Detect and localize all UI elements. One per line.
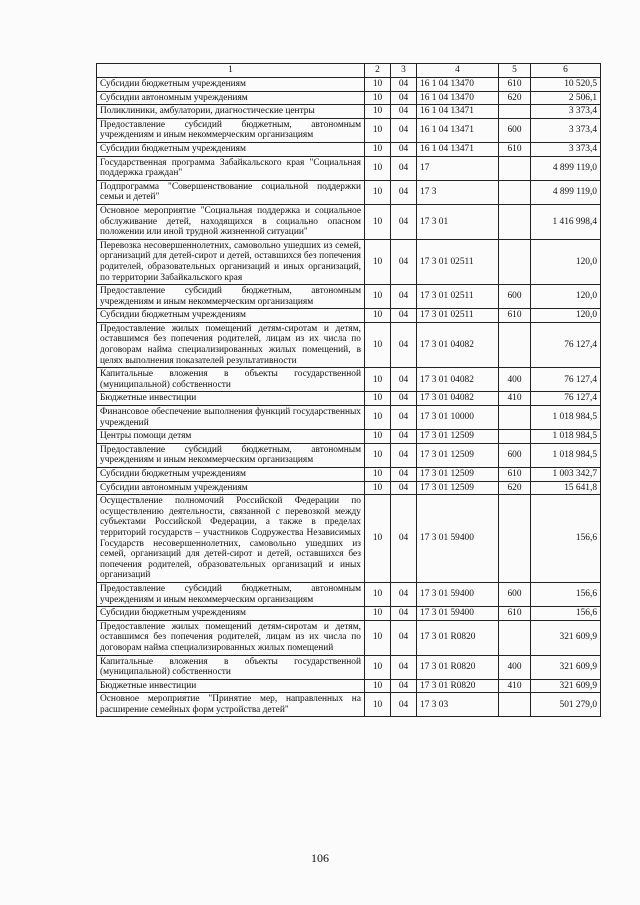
row-expense-type-cell [499,322,531,367]
row-section-cell: 10 [365,180,391,204]
row-subsection-cell: 04 [391,620,417,655]
row-name-cell: Основное мероприятие "Принятие мер, направленных на расширение семейных форм устройства детей" [97,693,365,717]
row-name-cell: Предоставление субсидий бюджетным, автономным учреждениям и иным некоммерческим организациям [97,118,365,142]
row-section-cell: 10 [365,495,391,583]
table-row [97,693,601,717]
row-subsection-cell: 04 [391,118,417,142]
row-subsection-cell: 04 [391,582,417,606]
row-expense-type-cell: 620 [499,481,531,495]
row-section-cell: 10 [365,468,391,482]
table-row [97,285,601,309]
table-row [97,406,601,430]
row-name-cell: Бюджетные инвестиции [97,392,365,406]
row-expense-type-cell: 600 [499,285,531,309]
row-expense-type-cell: 410 [499,392,531,406]
row-section-cell: 10 [365,118,391,142]
row-name-cell: Основное мероприятие "Социальная поддержка и социальное обслуживание детей, находящихся в социально опасном положении или иной трудной жизненной ситуации" [97,204,365,239]
table-row [97,620,601,655]
row-section-cell: 10 [365,322,391,367]
row-name-cell: Финансовое обеспечение выполнения функций государственных учреждений [97,406,365,430]
header-col-4: 4 [417,64,499,78]
row-section-cell: 10 [365,582,391,606]
row-subsection-cell: 04 [391,322,417,367]
row-amount-cell: 1 416 998,4 [531,204,601,239]
row-name-cell: Бюджетные инвестиции [97,679,365,693]
row-section-cell: 10 [365,406,391,430]
header-col-2: 2 [365,64,391,78]
row-expense-type-cell [499,105,531,119]
row-target-article-cell: 17 3 01 02511 [417,239,499,284]
row-name-cell: Капитальные вложения в объекты государственной (муниципальной) собственности [97,368,365,392]
row-expense-type-cell [499,406,531,430]
row-expense-type-cell: 610 [499,607,531,621]
row-section-cell: 10 [365,91,391,105]
row-section-cell: 10 [365,693,391,717]
table-row [97,392,601,406]
row-target-article-cell: 17 3 01 04082 [417,368,499,392]
table-row [97,322,601,367]
row-expense-type-cell: 610 [499,309,531,323]
row-target-article-cell: 17 3 01 04082 [417,392,499,406]
row-expense-type-cell: 610 [499,468,531,482]
row-subsection-cell: 04 [391,481,417,495]
page-number: 106 [311,851,329,865]
header-col-1: 1 [97,64,365,78]
row-subsection-cell: 04 [391,443,417,467]
table-row [97,582,601,606]
header-col-5: 5 [499,64,531,78]
row-expense-type-cell: 610 [499,142,531,156]
row-name-cell: Подпрограмма "Совершенствование социальной поддержки семьи и детей" [97,180,365,204]
row-section-cell: 10 [365,204,391,239]
row-expense-type-cell [499,620,531,655]
table-row [97,607,601,621]
table-row [97,118,601,142]
row-amount-cell: 1 018 984,5 [531,430,601,444]
row-target-article-cell: 17 [417,156,499,180]
row-section-cell: 10 [365,309,391,323]
row-section-cell: 10 [365,620,391,655]
row-name-cell: Государственная программа Забайкальского края "Социальная поддержка граждан" [97,156,365,180]
row-name-cell: Предоставление субсидий бюджетным, автономным учреждениям и иным некоммерческим организациям [97,285,365,309]
row-amount-cell: 4 899 119,0 [531,180,601,204]
row-expense-type-cell: 620 [499,91,531,105]
row-subsection-cell: 04 [391,655,417,679]
row-amount-cell: 120,0 [531,239,601,284]
row-amount-cell: 76 127,4 [531,322,601,367]
row-amount-cell: 3 373,4 [531,118,601,142]
row-name-cell: Субсидии бюджетным учреждениям [97,607,365,621]
row-subsection-cell: 04 [391,679,417,693]
row-name-cell: Субсидии бюджетным учреждениям [97,468,365,482]
table-row [97,78,601,92]
row-section-cell: 10 [365,655,391,679]
row-subsection-cell: 04 [391,78,417,92]
table-row [97,239,601,284]
row-section-cell: 10 [365,78,391,92]
row-expense-type-cell: 410 [499,679,531,693]
row-subsection-cell: 04 [391,430,417,444]
row-target-article-cell: 17 3 01 10000 [417,406,499,430]
row-amount-cell: 321 609,9 [531,679,601,693]
row-section-cell: 10 [365,368,391,392]
table-row [97,142,601,156]
row-target-article-cell: 16 1 04 13471 [417,105,499,119]
row-amount-cell: 120,0 [531,309,601,323]
row-target-article-cell: 17 3 01 12509 [417,468,499,482]
row-section-cell: 10 [365,443,391,467]
row-amount-cell: 1 018 984,5 [531,406,601,430]
row-target-article-cell: 17 3 01 12509 [417,481,499,495]
row-expense-type-cell: 610 [499,78,531,92]
row-section-cell: 10 [365,285,391,309]
row-target-article-cell: 17 3 03 [417,693,499,717]
row-subsection-cell: 04 [391,368,417,392]
row-subsection-cell: 04 [391,468,417,482]
row-amount-cell: 156,6 [531,607,601,621]
row-name-cell: Субсидии автономным учреждениям [97,481,365,495]
row-target-article-cell: 17 3 01 59400 [417,582,499,606]
row-section-cell: 10 [365,239,391,284]
table-body [97,78,601,717]
row-name-cell: Предоставление субсидий бюджетным, автономным учреждениям и иным некоммерческим организациям [97,582,365,606]
table-row [97,180,601,204]
row-target-article-cell: 17 3 01 R0820 [417,655,499,679]
row-expense-type-cell [499,180,531,204]
row-target-article-cell: 17 3 [417,180,499,204]
table-row [97,91,601,105]
table-row [97,655,601,679]
row-expense-type-cell: 600 [499,443,531,467]
row-name-cell: Субсидии бюджетным учреждениям [97,309,365,323]
row-expense-type-cell [499,204,531,239]
row-expense-type-cell [499,430,531,444]
row-target-article-cell: 16 1 04 13470 [417,78,499,92]
row-amount-cell: 321 609,9 [531,620,601,655]
row-name-cell: Субсидии автономным учреждениям [97,91,365,105]
row-name-cell: Субсидии бюджетным учреждениям [97,78,365,92]
row-amount-cell: 4 899 119,0 [531,156,601,180]
row-amount-cell: 3 373,4 [531,142,601,156]
row-section-cell: 10 [365,679,391,693]
row-amount-cell: 321 609,9 [531,655,601,679]
row-amount-cell: 1 018 984,5 [531,443,601,467]
row-name-cell: Перевозка несовершеннолетних, самовольно ушедших из семей, организаций для детей-сирот и детей, оставшихся без попечения родителей, образовательных организаций и иных организаций, по территории Забайкальского края [97,239,365,284]
row-target-article-cell: 17 3 01 59400 [417,495,499,583]
row-expense-type-cell [499,495,531,583]
table-row [97,468,601,482]
row-section-cell: 10 [365,156,391,180]
row-name-cell: Субсидии бюджетным учреждениям [97,142,365,156]
row-expense-type-cell [499,156,531,180]
row-amount-cell: 15 641,8 [531,481,601,495]
row-subsection-cell: 04 [391,406,417,430]
row-subsection-cell: 04 [391,285,417,309]
row-subsection-cell: 04 [391,105,417,119]
row-name-cell: Предоставление жилых помещений детям-сиротам и детям, оставшимся без попечения родителей, лицам из их числа по договорам найма специализированных жилых помещений, в целях выполнения показателей результативности [97,322,365,367]
row-target-article-cell: 17 3 01 R0820 [417,679,499,693]
table-row [97,679,601,693]
row-target-article-cell: 16 1 04 13471 [417,142,499,156]
table-row [97,481,601,495]
row-amount-cell: 1 003 342,7 [531,468,601,482]
table-row [97,309,601,323]
row-target-article-cell: 16 1 04 13471 [417,118,499,142]
row-expense-type-cell: 400 [499,655,531,679]
row-section-cell: 10 [365,142,391,156]
row-target-article-cell: 17 3 01 R0820 [417,620,499,655]
row-target-article-cell: 17 3 01 59400 [417,607,499,621]
row-subsection-cell: 04 [391,142,417,156]
row-amount-cell: 156,6 [531,582,601,606]
row-target-article-cell: 17 3 01 04082 [417,322,499,367]
row-name-cell: Осуществление полномочий Российской Федерации по осуществлению деятельности, связанной с перевозкой между субъектами Российской Федерации, а также в пределах территорий государств – участников Содружества Независимых Государств несовершеннолетних, самовольно ушедших из семей, организаций для детей-сирот и детей, оставшихся без попечения родителей, образовательных организаций и иных организаций [97,495,365,583]
row-section-cell: 10 [365,430,391,444]
row-target-article-cell: 17 3 01 [417,204,499,239]
row-expense-type-cell: 400 [499,368,531,392]
row-subsection-cell: 04 [391,495,417,583]
row-section-cell: 10 [365,105,391,119]
row-amount-cell: 76 127,4 [531,368,601,392]
table-row [97,204,601,239]
table-row [97,105,601,119]
row-target-article-cell: 17 3 01 02511 [417,285,499,309]
row-amount-cell: 10 520,5 [531,78,601,92]
row-section-cell: 10 [365,392,391,406]
row-subsection-cell: 04 [391,239,417,284]
row-subsection-cell: 04 [391,180,417,204]
row-name-cell: Центры помощи детям [97,430,365,444]
budget-table [96,63,601,717]
row-expense-type-cell: 600 [499,582,531,606]
row-name-cell: Предоставление жилых помещений детям-сиротам и детям, оставшимся без попечения родителей, лицам из их числа по договорам найма специализированных жилых помещений [97,620,365,655]
row-expense-type-cell [499,239,531,284]
row-amount-cell: 120,0 [531,285,601,309]
row-subsection-cell: 04 [391,91,417,105]
row-expense-type-cell: 600 [499,118,531,142]
row-target-article-cell: 17 3 01 12509 [417,430,499,444]
row-subsection-cell: 04 [391,156,417,180]
row-subsection-cell: 04 [391,309,417,323]
row-section-cell: 10 [365,481,391,495]
row-subsection-cell: 04 [391,607,417,621]
row-amount-cell: 2 506,1 [531,91,601,105]
table-row [97,368,601,392]
row-target-article-cell: 16 1 04 13470 [417,91,499,105]
row-subsection-cell: 04 [391,392,417,406]
row-target-article-cell: 17 3 01 02511 [417,309,499,323]
table-row [97,430,601,444]
row-subsection-cell: 04 [391,204,417,239]
row-amount-cell: 3 373,4 [531,105,601,119]
row-name-cell: Предоставление субсидий бюджетным, автономным учреждениям и иным некоммерческим организациям [97,443,365,467]
header-col-3: 3 [391,64,417,78]
table-header-row [97,64,601,78]
table-row [97,495,601,583]
table-row [97,156,601,180]
row-target-article-cell: 17 3 01 12509 [417,443,499,467]
row-name-cell: Поликлиники, амбулатории, диагностические центры [97,105,365,119]
row-amount-cell: 156,6 [531,495,601,583]
row-amount-cell: 501 279,0 [531,693,601,717]
table-row [97,443,601,467]
row-expense-type-cell [499,693,531,717]
row-subsection-cell: 04 [391,693,417,717]
row-section-cell: 10 [365,607,391,621]
header-col-6: 6 [531,64,601,78]
row-amount-cell: 76 127,4 [531,392,601,406]
row-name-cell: Капитальные вложения в объекты государственной (муниципальной) собственности [97,655,365,679]
